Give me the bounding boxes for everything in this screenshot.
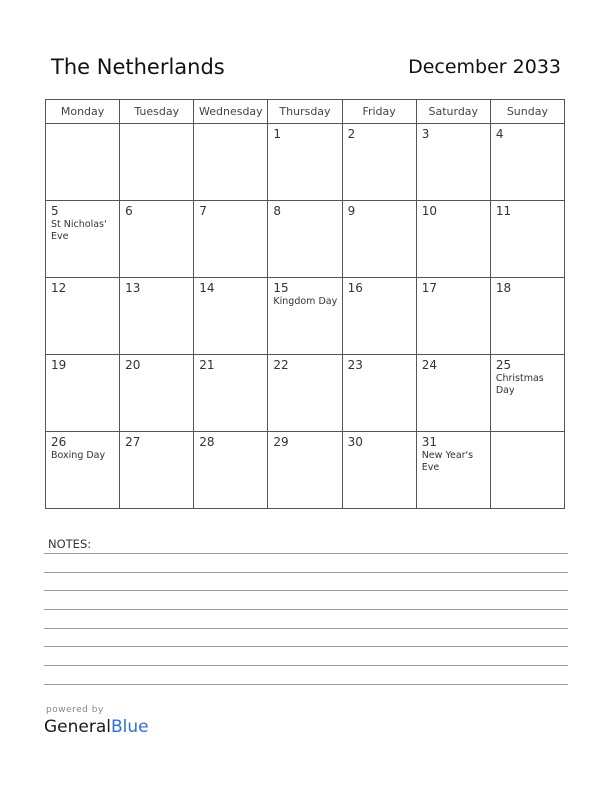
day-cell — [490, 124, 564, 201]
day-number: 8 — [273, 204, 282, 218]
day-number: 24 — [421, 358, 437, 372]
empty-day-cell — [120, 124, 194, 201]
day-cell — [416, 201, 490, 278]
day-cell — [268, 124, 342, 201]
day-cell — [268, 201, 342, 278]
day-number: 25 — [495, 358, 512, 372]
day-cell — [416, 278, 490, 355]
weekday-header: Sunday — [490, 100, 564, 124]
day-cell — [120, 201, 194, 278]
empty-day-cell — [194, 124, 268, 201]
brand-general: General — [44, 717, 111, 737]
day-cell — [416, 355, 490, 432]
day-number: 28 — [199, 435, 215, 449]
day-cell — [120, 278, 194, 355]
week-row — [46, 355, 565, 432]
day-number: 6 — [125, 204, 133, 218]
calendar-grid — [45, 99, 565, 509]
empty-day-cell — [490, 432, 564, 509]
holiday-label: New Year's Eve — [421, 450, 474, 473]
day-cell — [120, 355, 194, 432]
note-line — [44, 684, 568, 685]
day-cell — [46, 278, 120, 355]
day-cell — [46, 432, 120, 509]
day-cell — [268, 355, 342, 432]
empty-day-cell — [46, 124, 120, 201]
day-cell — [490, 355, 564, 432]
day-number: 21 — [199, 358, 215, 372]
generalblue-logo — [44, 717, 149, 737]
note-line — [44, 572, 568, 573]
day-cell — [268, 432, 342, 509]
day-cell — [46, 355, 120, 432]
holiday-label: Christmas Day — [495, 373, 544, 396]
day-number: 12 — [51, 281, 67, 295]
day-number: 14 — [199, 281, 215, 295]
weekday-header: Thursday — [268, 100, 342, 124]
day-number: 29 — [273, 435, 289, 449]
holiday-label: St Nicholas' Eve — [51, 219, 107, 242]
day-number: 19 — [51, 358, 67, 372]
day-number: 18 — [495, 281, 512, 295]
weekday-header: Friday — [342, 100, 416, 124]
powered-by-text: powered by — [46, 705, 104, 715]
day-number: 16 — [347, 281, 363, 295]
note-line — [44, 553, 568, 554]
day-cell — [46, 201, 120, 278]
day-number: 20 — [125, 358, 141, 372]
day-number: 27 — [125, 435, 141, 449]
day-number: 7 — [199, 204, 207, 218]
month-year-title: December 2033 — [408, 56, 561, 78]
day-cell — [416, 124, 490, 201]
weekday-header: Wednesday — [194, 100, 268, 124]
holiday-label: Kingdom Day — [273, 296, 338, 307]
brand-blue: Blue — [111, 717, 149, 737]
day-cell — [416, 432, 490, 509]
day-number: 11 — [495, 204, 512, 218]
note-line — [44, 646, 568, 647]
day-number: 22 — [273, 358, 289, 372]
week-row — [46, 124, 565, 201]
day-cell — [342, 201, 416, 278]
day-cell — [194, 355, 268, 432]
weekday-header: Monday — [46, 100, 120, 124]
day-number: 17 — [421, 281, 437, 295]
note-line — [44, 590, 568, 591]
day-cell — [194, 278, 268, 355]
notes-label: NOTES: — [48, 537, 92, 551]
day-cell — [342, 432, 416, 509]
weekday-header: Tuesday — [120, 100, 194, 124]
week-row — [46, 278, 565, 355]
day-cell — [194, 432, 268, 509]
day-number: 5 — [51, 204, 59, 218]
week-row — [46, 201, 565, 278]
day-number: 23 — [347, 358, 363, 372]
day-number: 13 — [125, 281, 141, 295]
day-number: 9 — [347, 204, 356, 218]
country-title: The Netherlands — [51, 55, 225, 79]
day-number: 10 — [421, 204, 437, 218]
day-cell — [120, 432, 194, 509]
day-number: 26 — [51, 435, 67, 449]
weekday-header-row — [46, 100, 565, 124]
day-cell — [194, 201, 268, 278]
note-line — [44, 609, 568, 610]
day-number: 31 — [421, 435, 437, 449]
holiday-label: Boxing Day — [51, 450, 106, 461]
weekday-header: Saturday — [416, 100, 490, 124]
day-cell — [490, 201, 564, 278]
day-number: 4 — [495, 127, 504, 141]
note-line — [44, 665, 568, 666]
week-row — [46, 432, 565, 509]
day-cell — [342, 355, 416, 432]
day-cell — [342, 124, 416, 201]
day-number: 1 — [273, 127, 282, 141]
day-number: 15 — [273, 281, 289, 295]
day-number: 2 — [347, 127, 356, 141]
day-number: 3 — [421, 127, 430, 141]
day-cell — [490, 278, 564, 355]
day-number: 30 — [347, 435, 363, 449]
day-cell — [342, 278, 416, 355]
day-cell — [268, 278, 342, 355]
note-line — [44, 628, 568, 629]
